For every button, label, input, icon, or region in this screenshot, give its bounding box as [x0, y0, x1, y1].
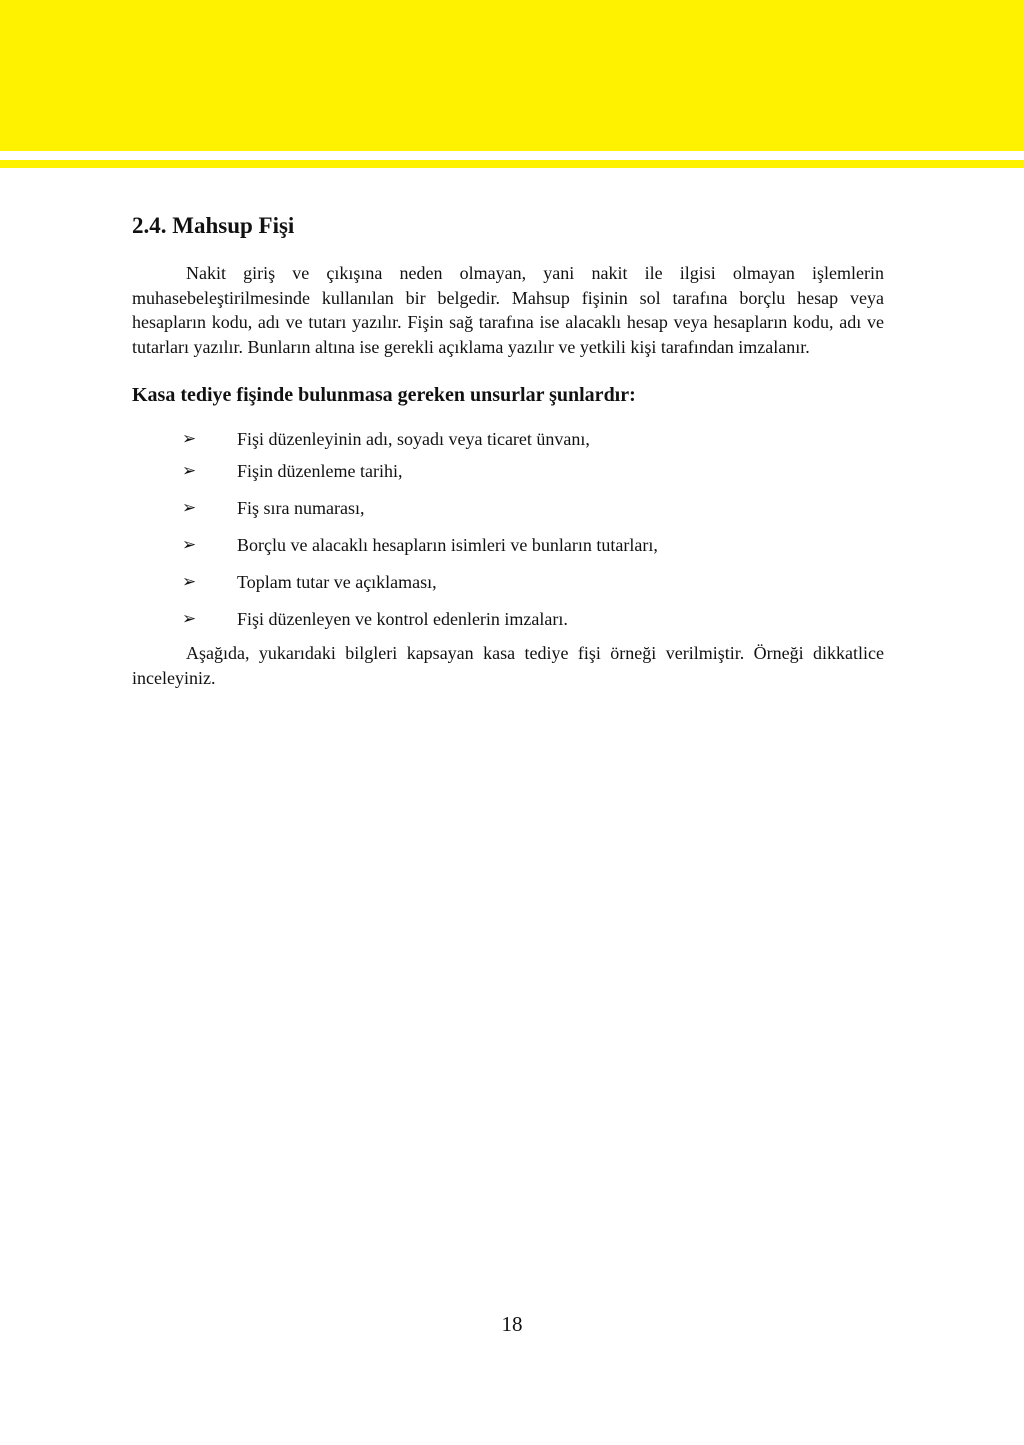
header-band	[0, 0, 1024, 151]
list-item	[132, 533, 884, 557]
arrow-bullet-icon: ➢	[182, 535, 197, 556]
section-paragraph: Nakit giriş ve çıkışına neden olmayan, yani nakit ile ilgisi olmayan işlemlerin muhasebeleştirilmesinde kullanılan bir belgedir. Mahsup fişinin sol tarafına borçlu hesap veya hesapların kodu, adı ve tutarı yazılır. Fişin sağ tarafına ise alacaklı hesap veya hesapların kodu, adı ve tutarları yazılır. Bunların altına ise gerekli açıklama yazılır ve yetkili kişi tarafından imzalanır.	[132, 263, 884, 357]
list-item-text: Toplam tutar ve açıklaması,	[237, 572, 437, 593]
arrow-bullet-icon: ➢	[182, 429, 197, 450]
subsection-heading: Kasa tediye fişinde bulunmasa gereken unsurlar şunlardır:	[132, 384, 636, 407]
bullet-list	[132, 427, 884, 631]
list-item	[132, 607, 884, 631]
closing-paragraph: Aşağıda, yukarıdaki bilgleri kapsayan kasa tediye fişi örneği verilmiştir. Örneği dikkatlice inceleyiniz.	[132, 643, 884, 688]
list-item	[132, 496, 884, 520]
arrow-bullet-icon: ➢	[182, 609, 197, 630]
list-item	[132, 427, 884, 451]
section-title: 2.4. Mahsup Fişi	[132, 213, 295, 238]
arrow-bullet-icon: ➢	[182, 461, 197, 482]
header-stripe	[0, 160, 1024, 168]
arrow-bullet-icon: ➢	[182, 572, 197, 593]
list-item-text: Fiş sıra numarası,	[237, 498, 365, 519]
list-item-text: Fişin düzenleme tarihi,	[237, 461, 403, 482]
list-item-text: Fişi düzenleyinin adı, soyadı veya ticaret ünvanı,	[237, 429, 590, 450]
list-item-text: Borçlu ve alacaklı hesapların isimleri ve bunların tutarları,	[237, 535, 658, 556]
page-number: 18	[501, 1312, 523, 1336]
page-content	[132, 210, 884, 691]
list-item	[132, 570, 884, 594]
list-item-text: Fişi düzenleyen ve kontrol edenlerin imzaları.	[237, 609, 568, 630]
list-item	[132, 459, 884, 483]
arrow-bullet-icon: ➢	[182, 498, 197, 519]
